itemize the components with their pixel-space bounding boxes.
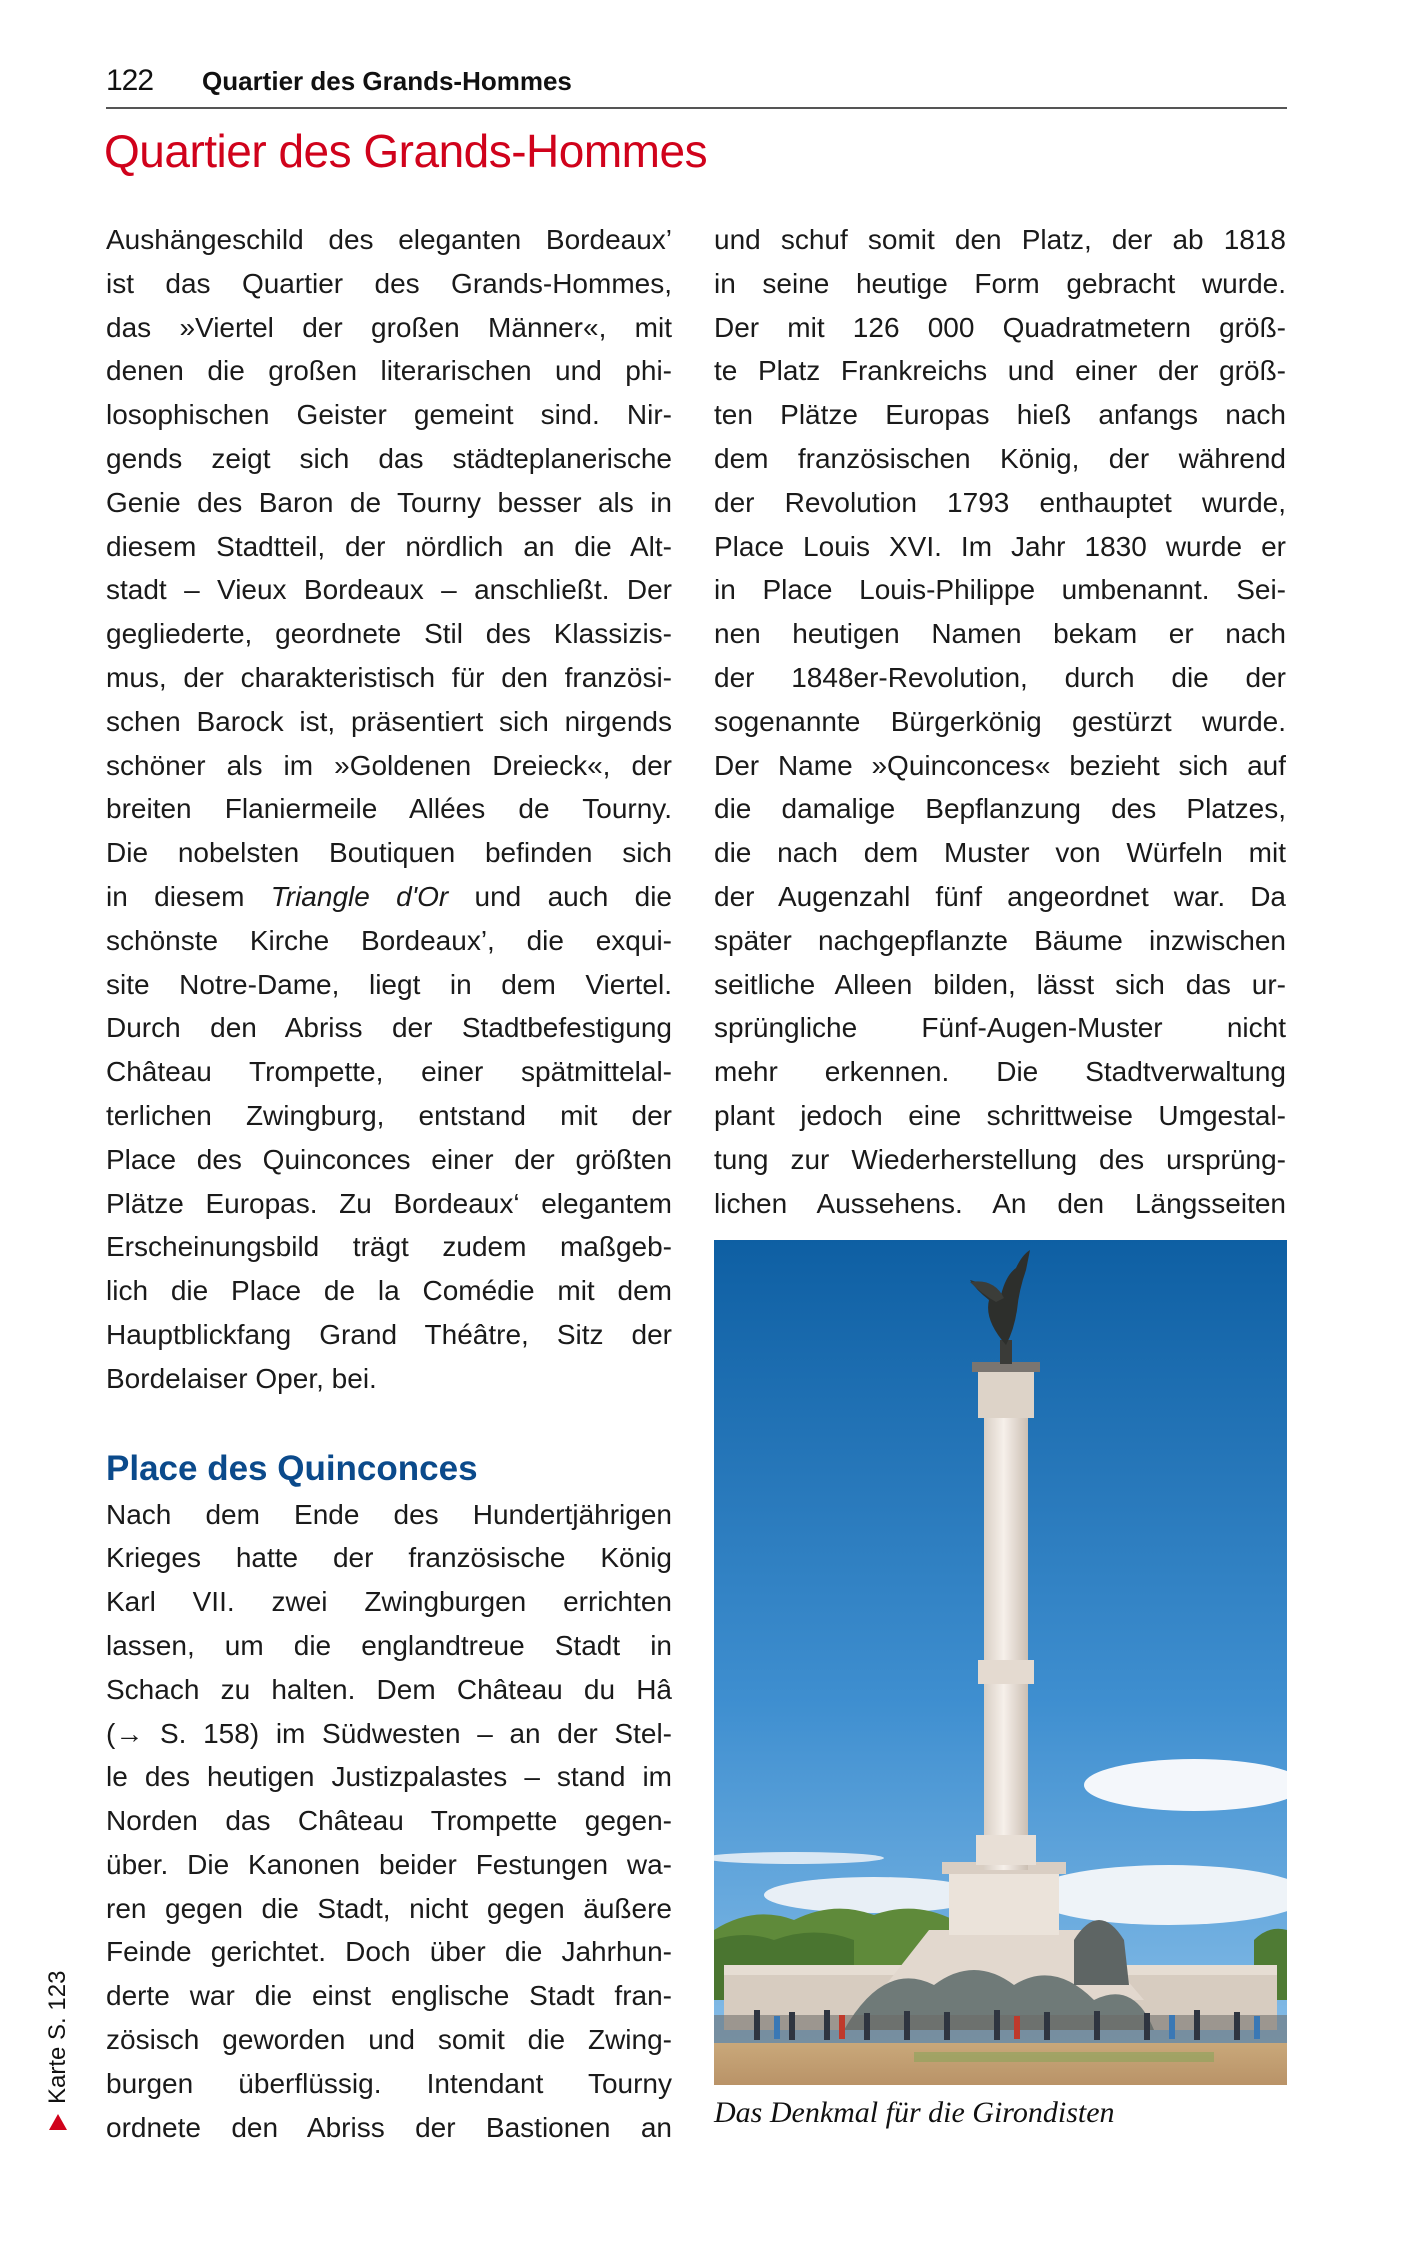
text-line: ordnete den Abriss der Bastionen an xyxy=(106,2111,672,2143)
page-number: 122 xyxy=(106,64,154,97)
section-paragraph xyxy=(106,1493,672,2150)
text-line: ten Plätze Europas hieß anfangs nach xyxy=(714,399,1286,431)
intro-paragraph xyxy=(106,218,672,1401)
red-triangle-icon xyxy=(49,2114,67,2130)
text-line: Château Trompette, einer spätmittelal- xyxy=(106,1056,672,1088)
text-line: Aushängeschild des eleganten Bordeaux’ xyxy=(106,224,672,255)
section-heading: Place des Quinconces xyxy=(106,1448,478,1488)
text-line: in Place Louis-Philippe umbenannt. Sei- xyxy=(714,574,1286,606)
text-line: plant jedoch eine schrittweise Umgestal- xyxy=(714,1099,1286,1131)
text-line: breiten Flaniermeile Allées de Tourny. xyxy=(106,793,672,825)
text-line: der 1848er-Revolution, durch die der xyxy=(714,661,1286,693)
text-line: die damalige Bepflanzung des Platzes, xyxy=(714,793,1286,825)
text-run: in diesem xyxy=(106,880,271,912)
text-line: denen die großen literarischen und phi- xyxy=(106,355,672,387)
chapter-title: Quartier des Grands-Hommes xyxy=(104,125,708,177)
text-line: mus, der charakteristisch für den französi- xyxy=(106,661,672,693)
text-line: Durch den Abriss der Stadtbefestigung xyxy=(106,1012,672,1044)
text-line: zösisch geworden und somit die Zwing- xyxy=(106,2024,672,2056)
text-line: die nach dem Muster von Würfeln mit xyxy=(714,837,1286,869)
map-reference-label[interactable]: Karte S. 123 xyxy=(44,1970,71,2104)
text-line: nen heutigen Namen bekam er nach xyxy=(714,618,1286,650)
text-line: später nachgepflanzte Bäume inzwischen xyxy=(714,924,1286,956)
text-line: in seine heutige Form gebracht wurde. xyxy=(714,267,1286,299)
text-line: sprüngliche Fünf-Augen-Muster nicht xyxy=(714,1012,1286,1044)
text-line: stadt – Vieux Bordeaux – anschließt. Der xyxy=(106,574,672,606)
text-line: Die nobelsten Boutiquen befinden sich xyxy=(106,837,672,869)
italic-term: Triangle d'Or xyxy=(270,880,449,912)
text-line: lassen, um die englandtreue Stadt in xyxy=(106,1629,672,1661)
text-line: der Augenzahl fünf angeordnet war. Da xyxy=(714,880,1286,912)
photo-caption: Das Denkmal für die Girondisten xyxy=(714,2096,1115,2129)
text-line: Karl VII. zwei Zwingburgen errichten xyxy=(106,1586,672,1618)
photo-illustration xyxy=(714,1240,1287,2085)
text-line: Nach dem Ende des Hundertjährigen xyxy=(106,1498,672,1530)
text-line: Der Name »Quinconces« bezieht sich auf xyxy=(714,749,1286,781)
text-line: gegliederte, geordnete Stil des Klassizis- xyxy=(106,618,672,650)
running-head xyxy=(106,64,1287,109)
text-line: Krieges hatte der französische König xyxy=(106,1542,672,1574)
girondins-monument-photo xyxy=(714,1240,1287,2085)
text-line: schen Barock ist, präsentiert sich nirgends xyxy=(106,705,672,737)
text-line: schönste Kirche Bordeaux’, die exqui- xyxy=(106,924,672,956)
text-line-with-italic xyxy=(106,875,672,919)
map-reference[interactable] xyxy=(44,1970,264,2130)
text-line: Feinde gerichtet. Doch über die Jahrhun- xyxy=(106,1936,672,1968)
text-line: mehr erkennen. Die Stadtverwaltung xyxy=(714,1056,1286,1088)
text-line: le des heutigen Justizpalastes – stand im xyxy=(106,1761,672,1793)
text-run: und auch die xyxy=(448,880,672,912)
running-head-title: Quartier des Grands-Hommes xyxy=(202,66,572,96)
text-line: site Notre-Dame, liegt in dem Viertel. xyxy=(106,968,672,1000)
text-line: Genie des Baron de Tourny besser als in xyxy=(106,486,672,518)
page-cross-reference-line: (→ S. 158) im Südwesten – an der Stel- xyxy=(106,1717,672,1749)
text-line: sogenannte Bürgerkönig gestürzt wurde. xyxy=(714,705,1286,737)
text-line: dem französischen König, der während xyxy=(714,442,1286,474)
left-column xyxy=(106,218,672,2149)
text-line: Place des Quinconces einer der größten xyxy=(106,1143,672,1175)
text-line: und schuf somit den Platz, der ab 1818 xyxy=(714,224,1286,255)
text-line: Norden das Château Trompette gegen- xyxy=(106,1805,672,1837)
text-line: ren gegen die Stadt, nicht gegen äußere xyxy=(106,1892,672,1924)
text-line: schöner als im »Goldenen Dreieck«, der xyxy=(106,749,672,781)
text-line: terlichen Zwingburg, entstand mit der xyxy=(106,1099,672,1131)
text-line: über. Die Kanonen beider Festungen wa- xyxy=(106,1848,672,1880)
text-line: burgen überflüssig. Intendant Tourny xyxy=(106,2067,672,2099)
text-line: Plätze Europas. Zu Bordeaux‘ elegantem xyxy=(106,1187,672,1219)
text-line: Bordelaiser Oper, bei. xyxy=(106,1362,377,1394)
text-line: das »Viertel der großen Männer«, mit xyxy=(106,311,672,343)
text-line: ist das Quartier des Grands-Hommes, xyxy=(106,267,672,299)
text-line: Der mit 126 000 Quadratmetern größ- xyxy=(714,311,1286,343)
text-line: Place Louis XVI. Im Jahr 1830 wurde er xyxy=(714,530,1286,562)
text-line: lichen Aussehens. An den Längsseiten xyxy=(714,1187,1286,1219)
right-column xyxy=(714,218,1286,1225)
text-line: Hauptblickfang Grand Théâtre, Sitz der xyxy=(106,1318,672,1350)
text-line: derte war die einst englische Stadt fran- xyxy=(106,1980,672,2012)
text-line: tung zur Wiederherstellung des ursprüng- xyxy=(714,1143,1286,1175)
text-line: lich die Place de la Comédie mit dem xyxy=(106,1275,672,1307)
text-line: seitliche Alleen bilden, lässt sich das ur- xyxy=(714,968,1286,1000)
text-line: diesem Stadtteil, der nördlich an die Alt- xyxy=(106,530,672,562)
text-line: losophischen Geister gemeint sind. Nir- xyxy=(106,399,672,431)
text-line: Erscheinungsbild trägt zudem maßgeb- xyxy=(106,1231,672,1263)
text-line: Schach zu halten. Dem Château du Hâ xyxy=(106,1673,672,1705)
text-line: der Revolution 1793 enthauptet wurde, xyxy=(714,486,1286,518)
text-line: gends zeigt sich das städteplanerische xyxy=(106,442,672,474)
text-line: te Platz Frankreichs und einer der größ- xyxy=(714,355,1286,387)
